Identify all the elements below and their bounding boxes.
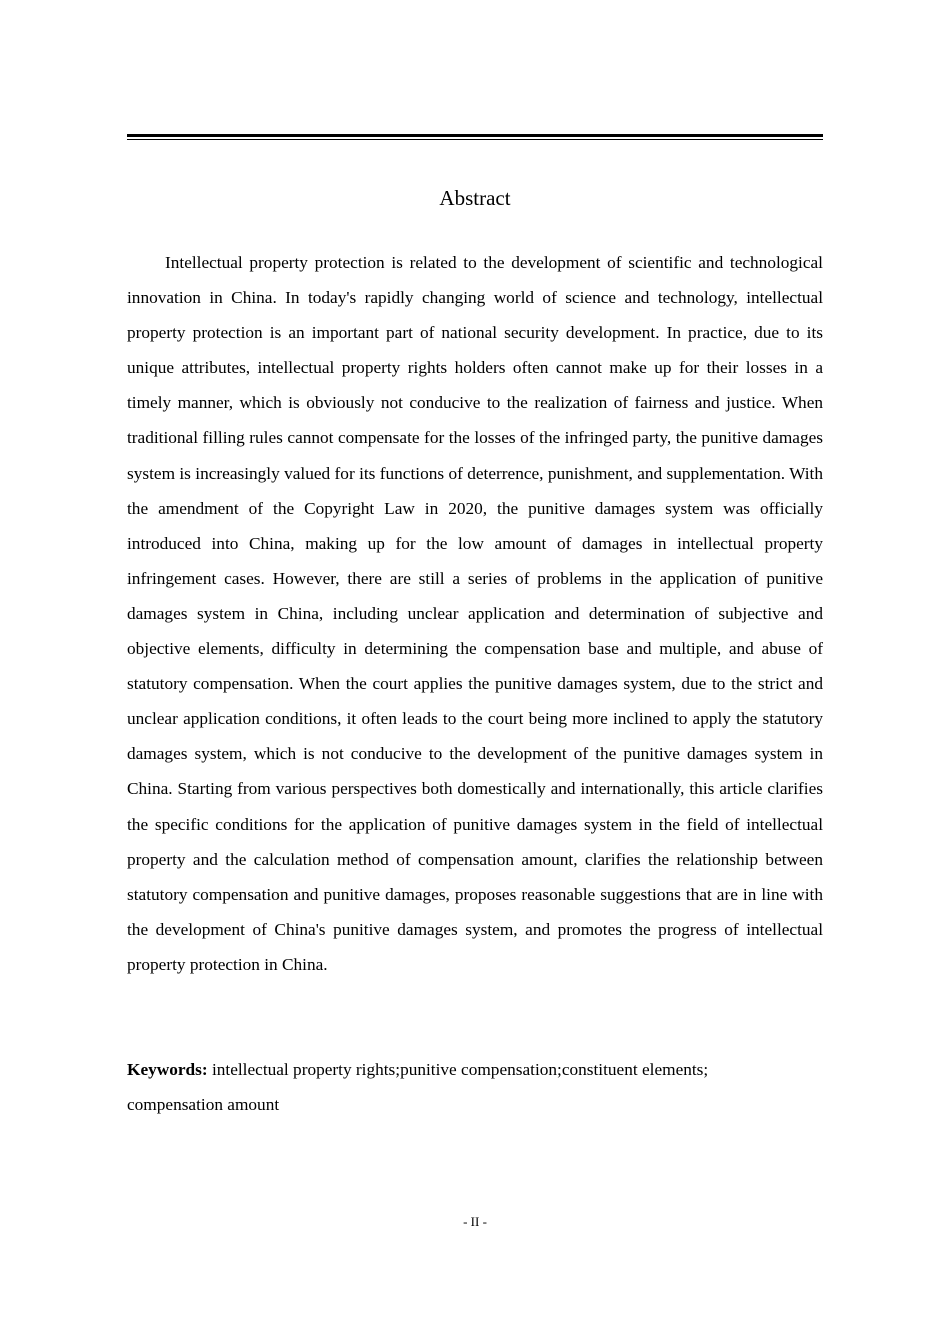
header-rule-thin (127, 139, 823, 140)
keywords-line-1: intellectual property rights;punitive compensation;constituent elements; (211, 1060, 709, 1079)
abstract-body: Intellectual property protection is related to the development of scientific and technological innovation in China. In today's rapidly changing world of science and technology, intellectual property protection is an important part of national security development. In practice, due to its unique attributes, intellectual property rights holders often cannot make up for their losses in a timely manner, which is obviously not conducive to the realization of fairness and justice. When traditional filling rules cannot compensate for the losses of the infringed party, the punitive damages system is increasingly valued for its functions of deterrence, punishment, and supplementation. With the amendment of the Copyright Law in 2020, the punitive damages system was officially introduced into China, making up for the low amount of damages in intellectual property infringement cases. However, there are still a series of problems in the application of punitive damages system in China, including unclear application and determination of subjective and objective elements, difficulty in determining the compensation base and multiple, and abuse of statutory compensation. When the court applies the punitive damages system, due to the strict and unclear application conditions, it often leads to the court being more inclined to apply the statutory damages system, which is not conducive to the development of the punitive damages system in China. Starting from various perspectives both domestically and internationally, this article clarifies the specific conditions for the application of punitive damages system in the field of intellectual property and the calculation method of compensation amount, clarifies the relationship between statutory compensation and punitive damages, proposes reasonable suggestions that are in line with the development of China's punitive damages system, and promotes the progress of intellectual property protection in China. (127, 253, 823, 974)
page-number: - II - (463, 1214, 487, 1229)
page-title: Abstract (439, 186, 511, 210)
keywords-paragraph (127, 1052, 823, 1122)
header-rule-thick (127, 134, 823, 137)
keywords-label: Keywords: (127, 1060, 208, 1079)
keywords-line-2: compensation amount (127, 1095, 280, 1115)
